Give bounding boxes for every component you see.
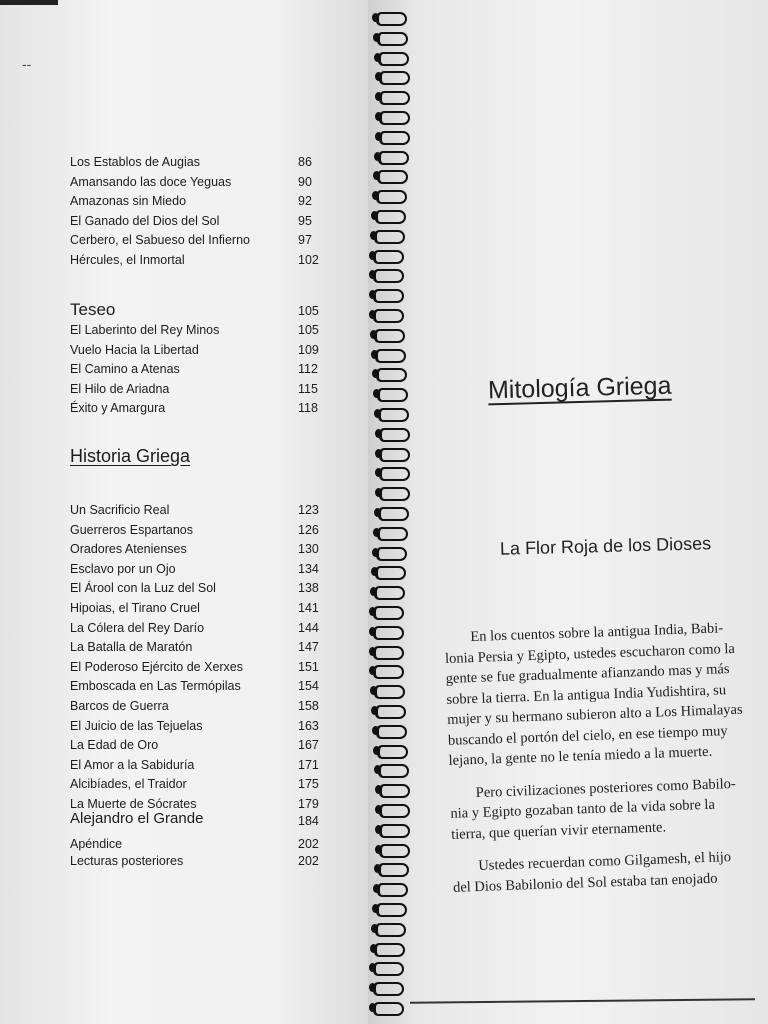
- toc-entry-page: 158: [298, 699, 319, 713]
- toc-entry-page: 202: [298, 837, 319, 851]
- toc-entry-title: La Cólera del Rey Darío: [70, 620, 205, 635]
- toc-entry-title: Esclavo por un Ojo: [70, 561, 176, 576]
- binding-coil: [367, 208, 411, 222]
- binding-coil: [369, 743, 413, 757]
- binding-coil: [370, 861, 414, 875]
- binding-coil: [365, 1000, 409, 1014]
- toc-entry-page: 102: [298, 252, 319, 267]
- body-line: En los cuentos sobre la antigua India, Babi-: [470, 620, 724, 646]
- toc-entry-title: Cerbero, el Sabueso del Infierno: [70, 233, 250, 247]
- toc-entry-title: El Juicio de las Tejuelas: [70, 718, 203, 733]
- toc-entry-page: 109: [298, 342, 319, 357]
- toc-entry-title: Oradores Atenienses: [70, 542, 187, 557]
- toc-entry-page: 126: [298, 522, 319, 537]
- binding-coil: [370, 762, 414, 776]
- binding-coil: [369, 30, 413, 44]
- toc-entry-page: 144: [298, 620, 319, 635]
- binding-coil: [368, 723, 412, 737]
- toc-entry-title: Alcibíades, el Traidor: [70, 777, 187, 792]
- binding-coil: [366, 228, 410, 242]
- binding-coil: [365, 604, 409, 618]
- toc-entry-page: 92: [298, 194, 312, 208]
- binding-coil: [368, 10, 412, 24]
- binding-coil: [370, 406, 414, 420]
- toc-entry-title: Hipoias, el Tirano Cruel: [70, 601, 200, 615]
- binding-coil: [365, 644, 409, 658]
- body-line: nia y Egipto gozaban tanto de la vida sobre la: [450, 796, 716, 822]
- binding-coil: [367, 564, 411, 578]
- toc-entry-page: 179: [298, 797, 319, 811]
- binding-coil: [370, 50, 414, 64]
- toc-entry-title: Hércules, el Inmortal: [70, 252, 185, 267]
- toc-heading-alejandro-title: Alejandro el Grande: [70, 810, 204, 827]
- toc-entry-page: 171: [298, 757, 319, 772]
- toc-heading-alejandro: [70, 810, 319, 828]
- body-line: mujer y su hermano subieron alto a Los Himalayas: [446, 701, 743, 728]
- toc-heading-historia-title: Historia Griega: [70, 446, 191, 466]
- binding-coil: [369, 881, 413, 895]
- binding-coil: [371, 822, 415, 836]
- toc-entry-page: 86: [298, 155, 312, 169]
- binding-coil: [365, 663, 409, 677]
- toc-entry-page: 130: [298, 542, 319, 557]
- binding-coil: [371, 446, 415, 460]
- toc-entry-title: La Batalla de Maratón: [70, 640, 193, 655]
- binding-coil: [368, 545, 412, 559]
- toc-entry-page: 151: [298, 659, 319, 674]
- toc-entry-page: 202: [298, 854, 319, 868]
- body-line: sobre la tierra. En la antigua India Yudishtira, su: [446, 681, 727, 708]
- body-line: Ustedes recuerdan como Gilgamesh, el hijo: [478, 849, 732, 874]
- toc-entry-page: 97: [298, 233, 312, 247]
- toc-entry-title: Éxito y Amargura: [70, 401, 166, 415]
- binding-coil: [366, 683, 410, 697]
- toc-entry-title: Vuelo Hacia la Libertad: [70, 342, 199, 357]
- binding-coil: [365, 287, 409, 301]
- binding-coil: [365, 307, 409, 321]
- toc-entry-title: Los Establos de Augias: [70, 155, 200, 169]
- toc-heading-teseo-title: Teseo: [70, 300, 116, 319]
- binding-coil: [365, 248, 409, 262]
- section-subtitle: La Flor Roja de los Dioses: [499, 533, 712, 559]
- toc-entry-page: 154: [298, 679, 319, 694]
- corner-scan-mark: [0, 0, 58, 5]
- toc-entry-title: La Muerte de Sócrates: [70, 797, 197, 811]
- binding-coil: [365, 980, 409, 994]
- body-line: tierra, que querían vivir eternamente.: [450, 818, 667, 843]
- binding-coil: [371, 109, 415, 123]
- toc-entry-page: 118: [298, 401, 318, 415]
- binding-coil: [371, 465, 415, 479]
- toc-entry-page: 115: [298, 381, 318, 396]
- binding-coil: [371, 842, 415, 856]
- toc-entry-page: 95: [298, 213, 312, 228]
- binding-coil: [371, 802, 415, 816]
- chapter-title: Mitología Griega: [487, 371, 672, 405]
- binding-coil: [371, 782, 415, 796]
- toc-entry-title: El Hilo de Ariadna: [70, 381, 170, 396]
- toc-entry-title: Guerreros Espartanos: [70, 522, 193, 537]
- body-text: [444, 618, 743, 898]
- toc-entry-title: El Árool con la Luz del Sol: [70, 581, 216, 596]
- binding-coil: [370, 149, 414, 163]
- body-line: lejano, la gente no le tenía miedo a la muerte.: [448, 743, 713, 769]
- toc-entry-page: 90: [298, 174, 312, 189]
- binding-coil: [366, 941, 410, 955]
- toc-entry-title: El Ganado del Dios del Sol: [70, 213, 220, 228]
- toc-entry-title: La Edad de Oro: [70, 738, 159, 753]
- toc-entry-title: Apéndice: [70, 837, 123, 851]
- binding-coil: [371, 129, 415, 143]
- toc-entry-page: 123: [298, 503, 319, 517]
- body-line: gente se fue gradualmente afianzando mas y más: [445, 661, 730, 687]
- body-line: del Dios Babilonio del Sol estaba tan enojado: [452, 870, 718, 896]
- toc-entry-title: Amazonas sin Miedo: [70, 194, 187, 208]
- toc-entry-title: El Amor a la Sabiduría: [70, 757, 195, 772]
- toc-heading-alejandro-page: 184: [298, 814, 319, 828]
- body-line: lonia Persia y Egipto, ustedes escucharon como la: [444, 640, 736, 667]
- binding-coil: [365, 960, 409, 974]
- toc-entry-title: El Laberinto del Rey Minos: [70, 323, 220, 337]
- toc-heading-teseo-page: 105: [298, 304, 319, 318]
- binding-coil: [371, 485, 415, 499]
- binding-coil: [367, 921, 411, 935]
- toc-entry-page: 163: [298, 718, 319, 733]
- toc-entry-page: 134: [298, 561, 319, 576]
- toc-entry-page: 167: [298, 738, 319, 753]
- binding-coil: [365, 624, 409, 638]
- binding-coil: [371, 426, 415, 440]
- binding-coil: [371, 89, 415, 103]
- binding-coil: [367, 703, 411, 717]
- binding-coil: [368, 366, 412, 380]
- binding-coil: [366, 327, 410, 341]
- binding-coil: [369, 525, 413, 539]
- spiral-binding: [362, 10, 422, 1020]
- binding-coil: [369, 168, 413, 182]
- binding-coil: [370, 505, 414, 519]
- toc-heading-historia: [70, 446, 190, 467]
- toc-entry-title: Un Sacrificio Real: [70, 503, 170, 517]
- toc-entry-title: Amansando las doce Yeguas: [70, 174, 232, 189]
- scan-dash-mark: --: [22, 56, 32, 72]
- binding-coil: [367, 347, 411, 361]
- binding-coil: [368, 901, 412, 915]
- toc-entry-page: 141: [298, 601, 319, 615]
- toc-entry-title: Lecturas posteriores: [70, 854, 184, 868]
- binding-coil: [371, 69, 415, 83]
- toc-entry-page: 147: [298, 640, 319, 655]
- toc-heading-teseo: [70, 300, 319, 320]
- body-line: buscando el portón del cielo, en ese tiempo muy: [447, 722, 728, 749]
- binding-coil: [369, 386, 413, 400]
- toc-entry-page: 105: [298, 323, 319, 337]
- binding-coil: [366, 584, 410, 598]
- binding-coil: [368, 188, 412, 202]
- toc-entry-title: El Poderoso Ejército de Xerxes: [70, 659, 244, 674]
- body-line: Pero civilizaciones posteriores como Babilo-: [475, 775, 737, 801]
- toc-entry-page: 112: [298, 362, 318, 376]
- toc-entry-page: 138: [298, 581, 319, 596]
- toc-entry-title: El Camino a Atenas: [70, 362, 180, 376]
- toc-entry-title: Barcos de Guerra: [70, 699, 169, 713]
- binding-coil: [365, 267, 409, 281]
- toc-entry-title: Emboscada en Las Termópilas: [70, 679, 241, 694]
- toc-entry-page: 175: [298, 777, 319, 792]
